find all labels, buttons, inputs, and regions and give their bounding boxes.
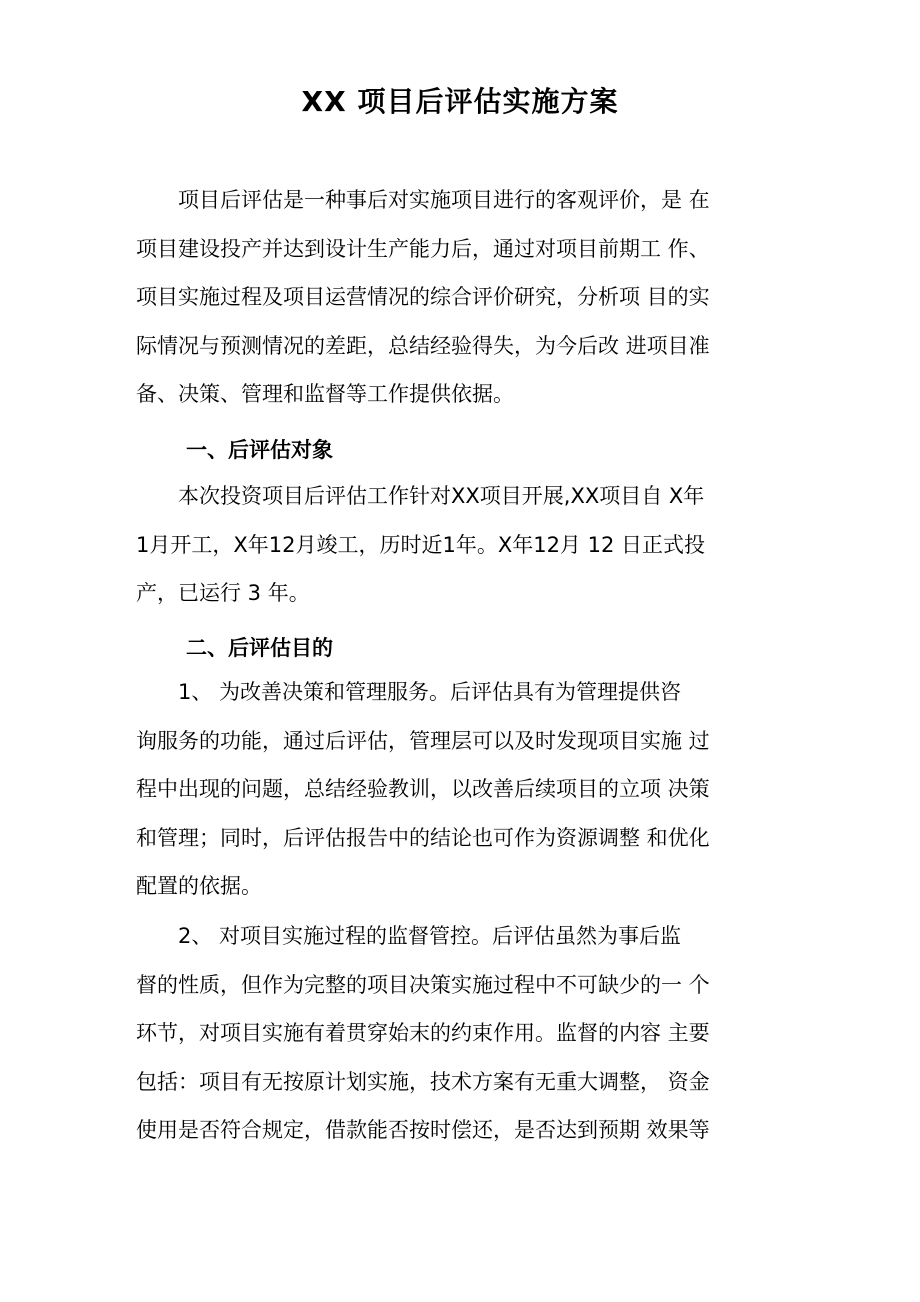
- section2-item1-paragraph: [136, 668, 796, 911]
- paragraph-line: 和管理；同时，后评估报告中的结论也可作为资源调整 和优化: [136, 825, 710, 850]
- paragraph-line: 本次投资项目后评估工作针对XX项目开展,XX项目自 X年: [136, 484, 705, 508]
- intro-paragraph: [136, 176, 796, 419]
- paragraph-line: 使用是否符合规定，借款能否按时偿还，是否达到预期 效果等: [136, 1118, 710, 1142]
- paragraph-line: 备、决策、管理和监督等工作提供依据。: [136, 382, 514, 406]
- paragraph-line: 产，已运行 3 年。: [136, 581, 310, 605]
- paragraph-line: 项目建设投产并达到设计生产能力后，通过对项目前期工 作、: [136, 236, 710, 261]
- paragraph-line: 环节，对项目实施有着贯穿始末的约束作用。监督的内容 主要: [136, 1021, 710, 1045]
- paragraph-line: 督的性质，但作为完整的项目决策实施过程中不可缺少的一 个: [136, 972, 710, 997]
- paragraph-line: 1月开工，X年12月竣工，历时近1年。X年12月 12 日正式投: [136, 532, 706, 557]
- paragraph-line: 2、 对项目实施过程的监督管控。后评估虽然为事后监: [136, 924, 682, 948]
- paragraph-line: 1、 为改善决策和管理服务。后评估具有为管理提供咨: [136, 680, 682, 704]
- paragraph-line: 询服务的功能，通过后评估，管理层可以及时发现项目实施 过: [136, 728, 710, 753]
- document-title: XX 项目后评估实施方案: [301, 85, 619, 118]
- paragraph-line: 程中出现的问题，总结经验教训，以改善后续项目的立项 决策: [136, 777, 710, 801]
- paragraph-line: 包括：项目有无按原计划实施，技术方案有无重大调整， 资金: [136, 1069, 710, 1094]
- section-heading-purpose: 二、后评估目的: [186, 636, 333, 660]
- paragraph-line: 际情况与预测情况的差距，总结经验得失，为今后改 进项目准: [136, 333, 710, 358]
- paragraph-line: 项目实施过程及项目运营情况的综合评价研究，分析项 目的实: [136, 285, 710, 309]
- section-heading-object: 一、后评估对象: [186, 438, 333, 462]
- section1-paragraph: [136, 472, 796, 618]
- paragraph-line: 项目后评估是一种事后对实施项目进行的客观评价，是 在: [136, 188, 710, 212]
- section2-item2-paragraph: [136, 912, 796, 1155]
- paragraph-line: 配置的依据。: [136, 874, 262, 898]
